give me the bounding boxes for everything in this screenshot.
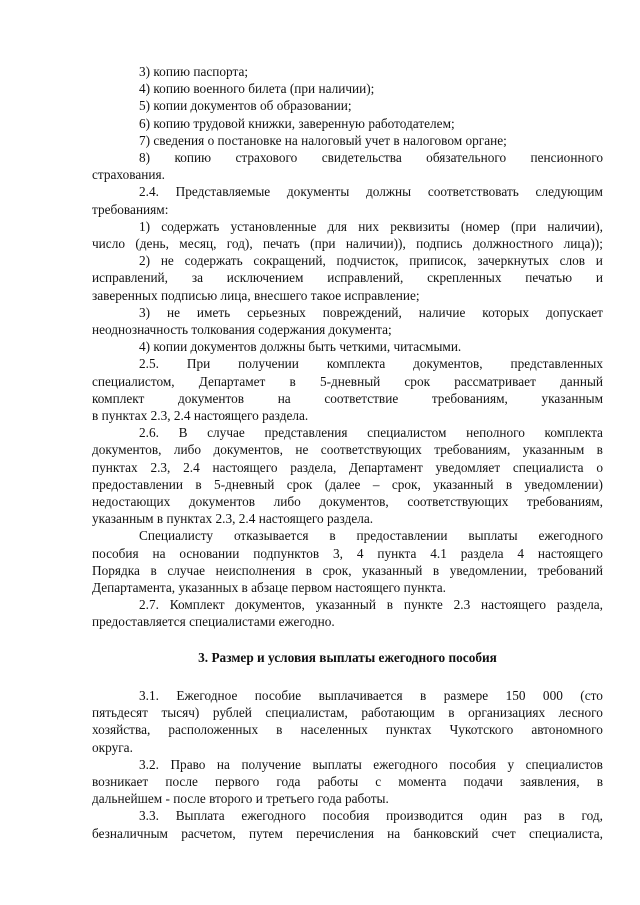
text-line: 4) копии документов должны быть четкими, читасмыми. [139, 339, 462, 355]
text-line: 2) не содержать сокращений, подчисток, приписок, зачеркнутых слов и [139, 253, 603, 269]
text-line: в пунктах 2.3, 2.4 настоящего раздела. [92, 408, 309, 423]
text-line: 3) копию паспорта; [139, 64, 249, 79]
text-line: пятьдесят тысяч) рублей специалистам, работающим в организациях лесного [92, 705, 603, 721]
text-line: 3.3. Выплата ежегодного пособия производится один раз в год, [139, 808, 603, 824]
text-line: предоставлении в 5-дневный срок (далее – срок, указанный в уведомлении) [92, 476, 603, 492]
section-heading: 3. Размер и условия выплаты ежегодного пособия [198, 650, 497, 665]
text-line: недостающих документов либо документов, соответствующих требованиям, [92, 494, 603, 509]
text-line: 5) копии документов об образовании; [139, 98, 352, 114]
text-line: 3.1. Ежегодное пособие выплачивается в размере 150 000 (сто [139, 688, 603, 703]
text-line: заверенных подписью лица, внесшего такое исправление; [92, 287, 420, 303]
text-line: комплект документов на соответствие требованиям, указанным [92, 390, 603, 406]
text-line: указанным в пунктах 2.3, 2.4 настоящего раздела. [92, 511, 374, 527]
text-line: 1) содержать установленные для них реквизиты (номер (при наличии), [139, 218, 603, 234]
text-line: 7) сведения о постановке на налоговый учет в налоговом органе; [139, 132, 507, 148]
text-line: 2.6. В случае представления специалистом неполного комплекта [139, 425, 603, 441]
text-line: Специалисту отказывается в предоставлении выплаты ежегодного [139, 528, 603, 544]
text-line: специалистом, Департамет в 5-дневный срок рассматривает данный [92, 373, 603, 389]
text-line: 8) копию страхового свидетельства обязательного пенсионного [139, 150, 603, 165]
text-line: 4) копию военного билета (при наличии); [139, 81, 375, 97]
text-line: округа. [92, 739, 133, 755]
text-line: 2.5. При получении комплекта документов, представленных [139, 356, 603, 372]
text-line: Департамента, указанных в абзаце первом настоящего пункта. [92, 580, 446, 595]
text-line: предоставляется специалистами ежегодно. [92, 614, 335, 630]
text-line: возникает после первого года работы с момента подачи заявления, в [92, 774, 603, 789]
text-line: 2.7. Комплект документов, указанный в пункте 2.3 настоящего раздела, [139, 597, 603, 613]
text-line: пособия на основании подпунктов 3, 4 пункта 4.1 раздела 4 настоящего [92, 545, 603, 561]
text-line: 6) копию трудовой книжки, заверенную работодателем; [139, 115, 455, 131]
text-line: документов, либо документов, не соответствующих требованиям, указанным в [92, 442, 603, 458]
text-line: число (день, месяц, год), печать (при наличии)), подпись должностного лица)); [92, 236, 603, 251]
text-line: 3.2. Право на получение выплаты ежегодного пособия у специалистов [139, 756, 603, 772]
text-line: неоднозначность толкования содержания документа; [92, 322, 392, 337]
text-line: исправлений, за исключением исправлений, скрепленных печатью и [92, 270, 603, 286]
text-line: страхования. [92, 167, 165, 183]
text-line: хозяйства, расположенных в населенных пунктах Чукотского автономного [92, 722, 603, 738]
text-line: безналичным расчетом, путем перечисления на банковский счет специалиста, [92, 825, 603, 841]
text-line: 2.4. Представляемые документы должны соответствовать следующим [139, 184, 603, 200]
text-line: Порядка в случае неисполнения в срок, указанный в уведомлении, требований [92, 562, 603, 578]
text-line: требованиям: [92, 201, 169, 217]
text-line: дальнейшем - после второго и третьего года работы. [92, 791, 389, 807]
text-line: 3) не иметь серьезных повреждений, наличие которых допускает [139, 304, 603, 320]
text-line: пунктах 2.3, 2.4 настоящего раздела, Департамент уведомляет специалиста о [92, 459, 603, 475]
